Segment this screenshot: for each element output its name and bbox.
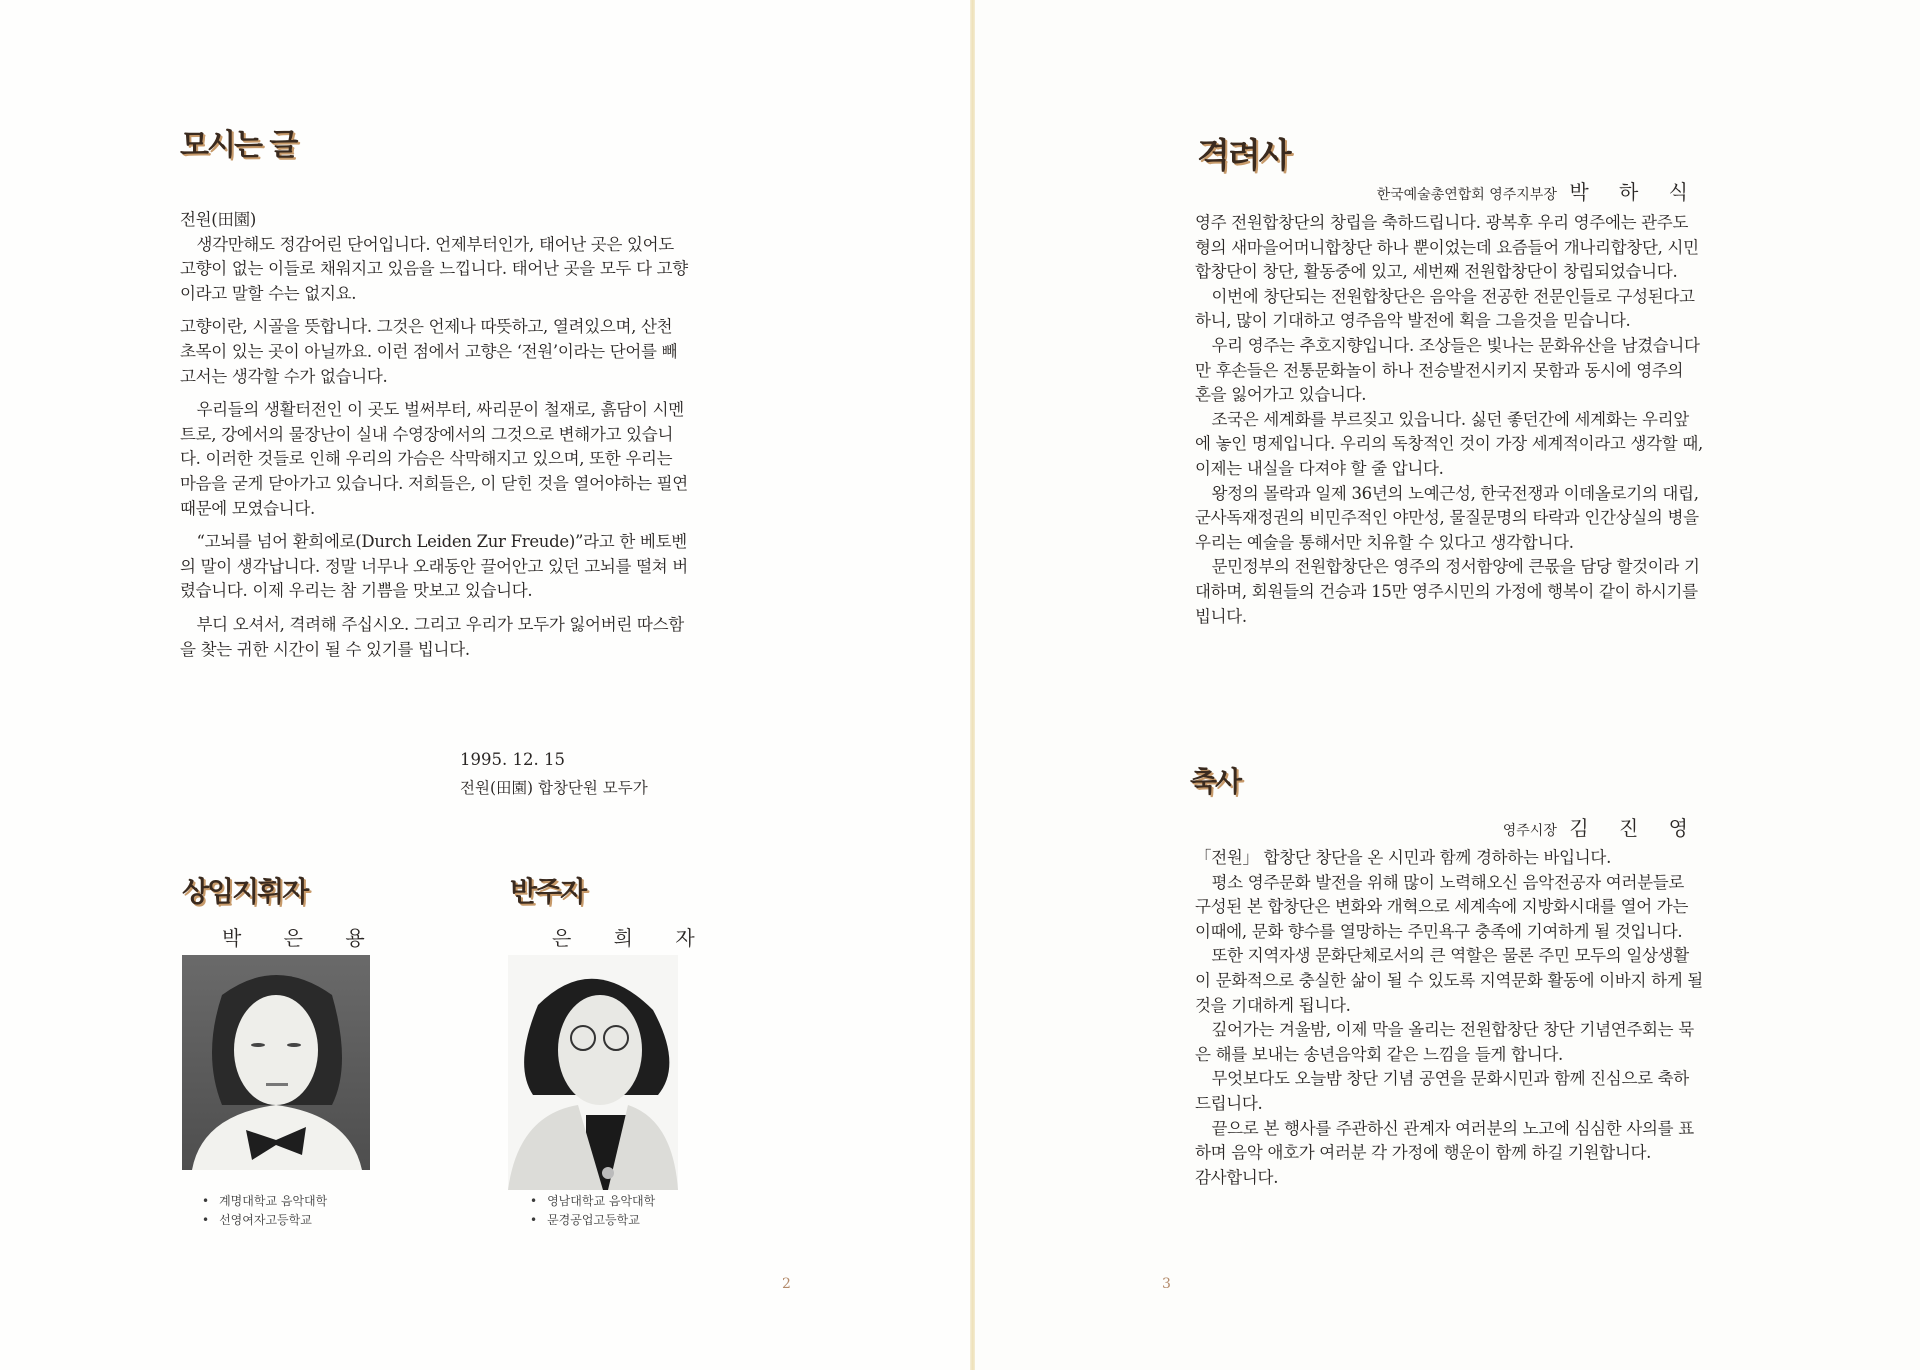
congrats-body xyxy=(1195,211,1703,629)
accompanist-bio-item: • 영남대학교 음악대학 xyxy=(530,1192,655,1211)
conductor-photo xyxy=(182,955,370,1170)
greeting-paragraph-2: 고향이란, 시골을 뜻합니다. 그것은 언제나 따뜻하고, 열려있으며, 산천 초목이 있는 곳이 아닐까요. 이런 점에서 고향은 ‘전원’이라는 단어를 빼고서는 생각할 수가 없습니다. xyxy=(180,317,678,386)
accompanist-bio-item: • 문경공업고등학교 xyxy=(530,1211,655,1230)
accompanist-photo xyxy=(508,955,678,1190)
congrats-paragraph: 영주 전원합창단의 창립을 축하드립니다. 광복후 우리 영주에는 관주도형의 새마을어머니합창단 하나 뿐이었는데 요즘들어 개나리합창단, 시민합창단이 창단, 활동중에 있고, 세번째 전원합창단이 창립되었습니다. xyxy=(1195,213,1699,282)
celebration-author-title: 영주시장 xyxy=(1502,823,1557,839)
congrats-paragraph: 조국은 세계화를 부르짖고 있읍니다. 싫던 좋던간에 세계화는 우리앞에 놓인 명제입니다. 우리의 독창적인 것이 가장 세계적이라고 생각할 때, 이제는 내실을 다져야 할 줄 압니다. xyxy=(1195,409,1703,478)
accompanist-portrait-icon xyxy=(508,955,678,1190)
conductor-portrait-icon xyxy=(182,955,370,1170)
celebration-paragraph: 깊어가는 겨울밤, 이제 막을 올리는 전원합창단 창단 기념연주회는 묵은 해를 보내는 송년음악회 같은 느낌을 들게 합니다. xyxy=(1195,1020,1694,1064)
congrats-author-title: 한국예술총연합회 영주지부장 xyxy=(1376,187,1557,203)
celebration-paragraph: 평소 영주문화 발전을 위해 많이 노력해오신 음악전공자 여러분들로 구성된 본 합창단은 변화와 개혁으로 세계속에 지방화시대를 열어 가는 이때에, 문화 향수를 열망하는 주민욕구 충족에 기여하게 될 것입니다. xyxy=(1195,872,1689,941)
celebration-author-name: 김 진 영 xyxy=(1569,816,1700,840)
conductor-bio-item: • 선영여자고등학교 xyxy=(202,1211,327,1230)
conductor-bio xyxy=(202,1192,327,1230)
greeting-paragraph-1: 생각만해도 정감어린 단어입니다. 언제부터인가, 태어난 곳은 있어도 고향이 없는 이들로 채워지고 있음을 느낍니다. 태어난 곳을 모두 다 고향이라고 말할 수는 없지요. xyxy=(180,234,688,303)
congrats-paragraph: 이번에 창단되는 전원합창단은 음악을 전공한 전문인들로 구성된다고 하니, 많이 기대하고 영주음악 발전에 획을 그을것을 믿습니다. xyxy=(1195,286,1695,331)
accompanist-bio xyxy=(530,1192,655,1230)
congrats-byline xyxy=(1377,176,1700,205)
greeting-date: 1995. 12. 15 xyxy=(460,750,565,769)
accompanist-name: 은 희 자 xyxy=(552,926,713,950)
greeting-heading: 모시는 글 xyxy=(180,128,297,163)
page-number-right: 3 xyxy=(1162,1276,1171,1292)
greeting-body xyxy=(180,208,690,662)
greeting-paragraph-5: 부디 오셔서, 격려해 주십시오. 그리고 우리가 모두가 잃어버린 따스함을 찾는 귀한 시간이 될 수 있기를 빕니다. xyxy=(180,614,684,659)
page-number-left: 2 xyxy=(782,1276,791,1292)
celebration-paragraph: 「전원」 합창단 창단을 온 시민과 함께 경하하는 바입니다. xyxy=(1195,848,1612,867)
greeting-paragraph-3: 우리들의 생활터전인 이 곳도 벌써부터, 싸리문이 철재로, 흙담이 시멘트로, 강에서의 물장난이 실내 수영장에서의 그것으로 변해가고 있습니다. 이러한 것들로 인해 우리의 가슴은 삭막해지고 있으며, 또한 우리는 마음을 굳게 닫아가고 있습니다. 저희들은, 이 닫힌 것을 열어야하는 필연때문에 모였습니다. xyxy=(180,400,688,518)
celebration-byline xyxy=(1503,812,1700,841)
conductor-bio-item: • 계명대학교 음악대학 xyxy=(202,1192,327,1211)
celebration-paragraph: 또한 지역자생 문화단체로서의 큰 역할은 물론 주민 모두의 일상생활이 문화적으로 충실한 삶이 될 수 있도록 지역문화 활동에 이바지 하게 될 것을 기대하게 됩니다. xyxy=(1195,946,1703,1015)
celebration-heading: 축사 xyxy=(1190,765,1241,798)
congrats-paragraph: 문민정부의 전원합창단은 영주의 정서함양에 큰몫을 담당 할것이라 기대하며, 회원들의 건승과 15만 영주시민의 가정에 행복이 같이 하시기를 빕니다. xyxy=(1195,557,1700,626)
celebration-paragraph: 감사합니다. xyxy=(1195,1167,1279,1187)
greeting-subtitle: 전원(田園) xyxy=(180,210,256,229)
greeting-paragraph-4: “고뇌를 넘어 환희에로(Durch Leiden Zur Freude)”라고 한 베토벤의 말이 생각납니다. 정말 너무나 오래동안 끌어안고 있던 고뇌를 떨쳐 버렸습니다. 이제 우리는 참 기쁨을 맛보고 있습니다. xyxy=(180,532,688,601)
celebration-paragraph: 끝으로 본 행사를 주관하신 관계자 여러분의 노고에 심심한 사의를 표하며 음악 애호가 여러분 각 가정에 행운이 함께 하길 기원합니다. xyxy=(1195,1118,1694,1163)
conductor-name: 박 은 용 xyxy=(222,926,383,950)
accompanist-heading: 반주자 xyxy=(510,875,586,908)
congrats-heading: 격려사 xyxy=(1197,136,1290,176)
congrats-paragraph: 우리 영주는 추호지향입니다. 조상들은 빛나는 문화유산을 남겼습니다만 후손들은 전통문화놀이 하나 전승발전시키지 못함과 동시에 영주의 혼을 잃어가고 있습니다. xyxy=(1195,335,1700,405)
celebration-body xyxy=(1195,846,1703,1190)
congrats-paragraph: 왕정의 몰락과 일제 36년의 노예근성, 한국전쟁과 이데올로기의 대립, 군사독재정권의 비민주적인 야만성, 물질문명의 타락과 인간상실의 병을 우리는 예술을 통해서만 치유할 수 있다고 생각합니다. xyxy=(1195,483,1699,552)
right-page xyxy=(975,0,1920,1370)
greeting-signature: 전원(田園) 합창단원 모두가 xyxy=(460,779,648,797)
conductor-heading: 상임지휘자 xyxy=(182,875,308,908)
congrats-author-name: 박 하 식 xyxy=(1569,180,1700,204)
celebration-paragraph: 무엇보다도 오늘밤 창단 기념 공연을 문화시민과 함께 진심으로 축하드립니다. xyxy=(1195,1069,1689,1113)
